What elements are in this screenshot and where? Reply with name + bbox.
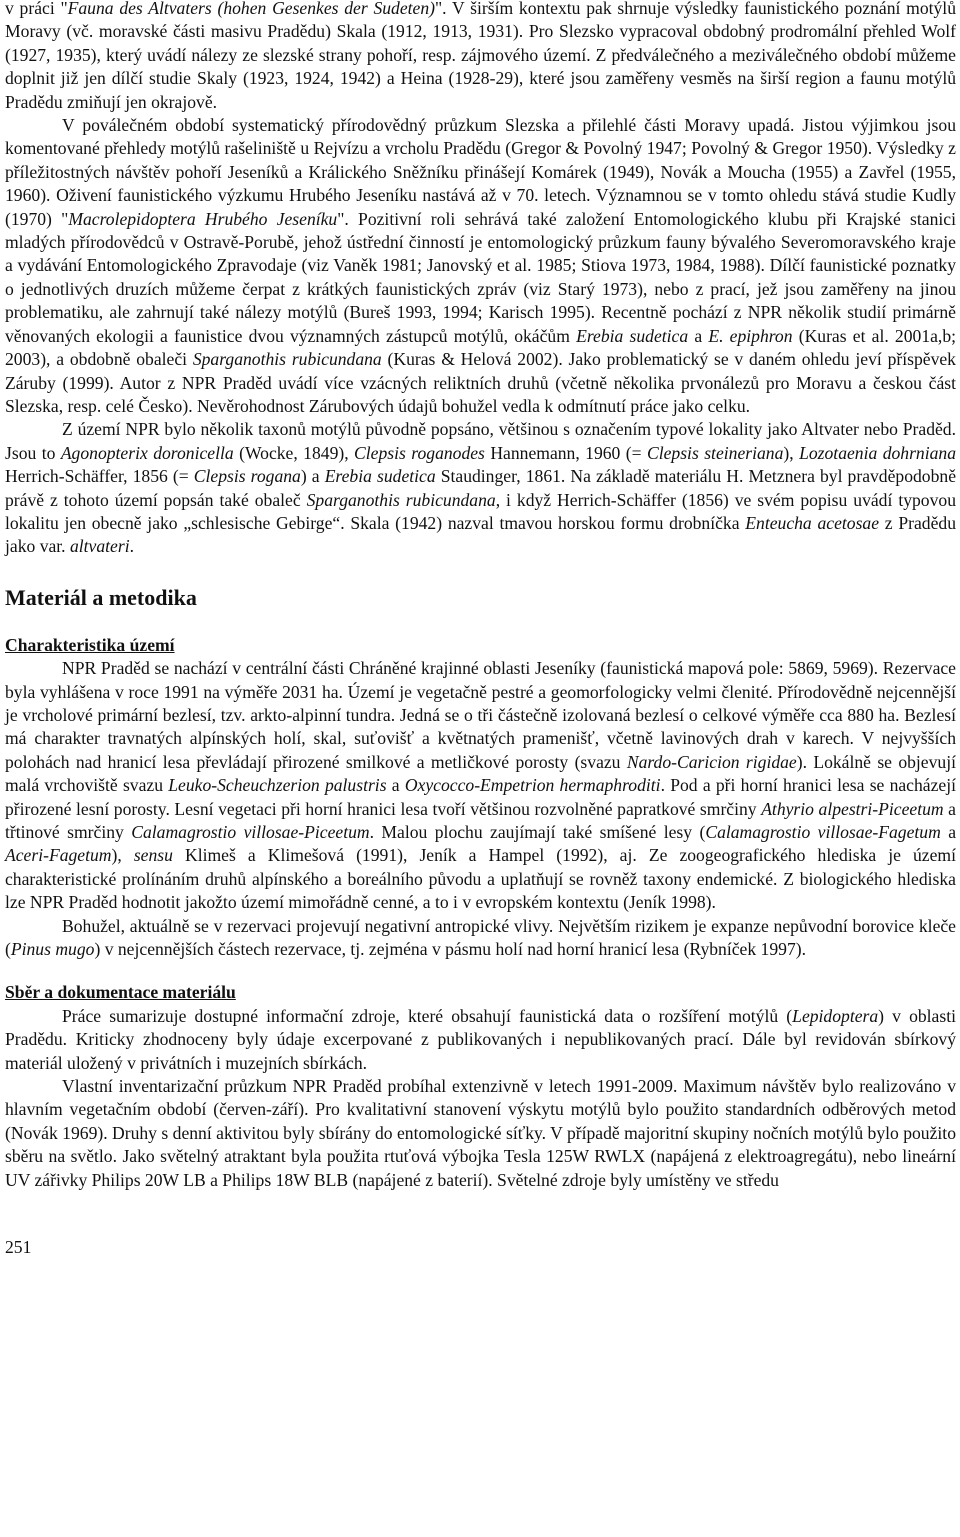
text-run: (Wocke, 1849), (233, 442, 355, 463)
text-run: a třtinové smrčiny (5, 798, 956, 842)
text-run: Klimeš a Klimešová (1991), Jeník a Hampel (1992), aj. Ze zoogeografického hlediska je území charakteristické prolínáním druhů alpínského a boreálního původu a uplatňují se rovněž taxony endemické. Z biologického hlediska lze NPR Praděd hodnotit jakožto území mimořádně cenné, a to i v evropském kontextu (Jeník 1998). (5, 845, 956, 913)
italic-term: Enteucha acetosae (745, 512, 880, 533)
subheading-area-characteristics: Charakteristika území (5, 634, 175, 655)
italic-term: Calamagrostio villosae-Fagetum (705, 822, 941, 842)
text-run: . (129, 536, 135, 557)
italic-term: Leuko-Scheuchzerion palustris (168, 775, 387, 796)
text-run: (Kuras et al. 2001a,b; 2003), a obdobně obaleči (5, 325, 957, 370)
paragraph-sources-summary (5, 1005, 956, 1075)
text-run: Herrich-Schäffer, 1856 (= (5, 466, 194, 487)
italic-term: Calamagrostio villosae-Piceetum (131, 822, 370, 842)
text-run: Hannemann, 1960 (= (484, 442, 647, 463)
italic-term: Erebia sudetica (576, 325, 689, 346)
text-run: a (940, 822, 957, 842)
text-run: ), (783, 442, 800, 463)
paragraph-described-taxa (5, 418, 956, 558)
section-heading-material-methods: Materiál a metodika (5, 584, 197, 610)
text-run: . Malou plochu zaujímají také smíšené lesy ( (369, 822, 706, 842)
paragraph-literature-prewar (5, 0, 956, 114)
italic-term: Nardo-Caricion rigidae (626, 751, 797, 772)
text-run: ". Pozitivní roli sehrává také založení Entomologického klubu při Krajské stanici mladých přírodovědců v Ostravě-Porubě, jehož ústřední činností je entomologický průzkum fauny bývalého Severomoravského kraje a vydávání Entomologického Zpravodaje (viz Vaněk 1981; Janovský et al. 1985; Stiova 1973, 1984, 1988). Dílčí faunistické poznatky o jednotlivých druzích můžeme čerpat z krátkých faunistických zpráv (viz Starý 1973), nebo z prací, jež jsou zaměřeny na jinou problematiku, ale zahrnují také nálezy motýlů (Bureš 1993, 1994; Karisch 1995). Recentně pochází z NPR několik studií primárně věnovaných ekologii a faunistice dvou významných zástupců motýlů, okáčům (5, 208, 956, 346)
text-run: ) v oblasti Pradědu. Kriticky zhodnoceny byly údaje excerpované z publikovaných i nepublikovaných prací. Dále byl revidován sbírkový materiál uložený v privátních i muzejních sbírkách. (5, 1005, 956, 1073)
text-run: NPR Praděd se nachází v centrální části Chráněné krajinné oblasti Jeseníky (faunistická mapová pole: 5869, 5969). Rezervace byla vyhlášena v roce 1991 na výměře 2031 ha. Území je vegetačně pestré a geomorfologicky velmi členité. Přírodovědně nejcennější je vrcholové primární bezlesí, tzv. arkto-alpinní tundra. Jedná se o tři částečně izolovaná bezlesí o celkové výměře cca 880 ha. Bezlesí má charakter travnatých alpínských holí, skal, suťovišť a květnatých pramenišť, včetně lavinových drah v karech. V nejvyšších polohách nad hranicí lesa převládají přirozené smilkové a metličkové porosty (svazu (5, 658, 956, 772)
italic-term: Oxycocco-Empetrion hermaphroditi (404, 775, 661, 796)
subheading-collection-documentation: Sběr a dokumentace materiálu (5, 982, 236, 1003)
italic-term: Lozotaenia dohrniana (799, 442, 957, 463)
text-run: , i když Herrich-Schäffer (1856) ve svém popisu uvádí typovou lokalitu jen obecně jako „schlesische Gebirge“. Skala (1942) nazval tmavou horskou formu drobníčka (5, 489, 956, 533)
text-run: Vlastní inventarizační průzkum NPR Praděd probíhal extenzivně v letech 1991-2009. Maximum návštěv bylo realizováno v hlavním vegetačním období (červen-září). Pro kvalitativní stanovení výskytu motýlů bylo použito standardních odběrových metod (Novák 1969). Druhy s denní aktivitou byly sbírány do entomologické síťky. V případě majoritní skupiny nočních motýlů bylo použito sběru na světlo. Jako světelný atraktant byla použita rtuťová výbojka Tesla 125W RWLX (napájená z elektroagregátu), nebo lineární UV zářivky Philips 20W LB a Philips 18W BLB (napájené z baterií). Světelné zdroje byly umístěny ve středu (5, 1076, 956, 1190)
paragraph-literature-postwar (5, 114, 956, 418)
italic-term: Sparganothis rubicundana (306, 489, 496, 510)
italic-term: Sparganothis rubicundana (192, 349, 382, 370)
text-run: Bohužel, aktuálně se v rezervaci projevují negativní antropické vlivy. Největším rizikem je expanze nepůvodní borovice kleče ( (5, 915, 956, 960)
text-run: ) v nejcennějších částech rezervace, tj. zejména v pásmu holí nad horní hranicí lesa (Rybníček 1997). (94, 939, 806, 960)
italic-term: sensu (133, 845, 173, 866)
italic-term: Macrolepidoptera Hrubého Jeseníku (68, 208, 338, 229)
italic-term: Clepsis steineriana (646, 442, 784, 463)
text-run: ". V širším kontextu pak shrnuje výsledky faunistického poznání motýlů Moravy (vč. moravské části masivu Pradědu) Skala (1912, 1913, 1931). Pro Slezsko vypracoval obdobný prodromální přehled Wolf (1927, 1935), který uvádí nálezy ze slezské strany pohoří, resp. zájmového území. Z předválečného a meziválečného období můžeme doplnit již jen dílčí studie Skaly (1923, 1924, 1942) a Heina (1928-29), které jsou zaměřeny vesměs na širší region a faunu motýlů Pradědu zmiňují jen okrajově. (5, 0, 956, 112)
italic-term: Athyrio alpestri-Piceetum (761, 798, 944, 819)
text-run: ) a (300, 466, 325, 487)
italic-term: Aceri-Fagetum (5, 845, 112, 866)
italic-term: Pinus mugo (10, 939, 95, 960)
text-run: v práci " (5, 0, 68, 18)
italic-term: Fauna des Altvaters (hohen Gesenkes der Sudeten) (67, 0, 435, 18)
italic-term: E. epiphron (708, 325, 793, 346)
italic-term: Erebia sudetica (324, 466, 436, 487)
text-run: ), (111, 845, 134, 866)
italic-term: Lepidoptera (792, 1005, 879, 1026)
italic-term: Clepsis rogana (193, 466, 301, 487)
text-run: V poválečném období systematický přírodovědný průzkum Slezska a přilehlé části Moravy upadá. Jistou výjimkou jsou komentované přehledy motýlů rašeliniště u Rejvízu a vrcholu Pradědu (Gregor & Povolný 1947; Povolný & Gregor 1950). Výsledky z příležitostných návštěv pohoří Jeseníků a Králického Sněžníku přinášejí Komárek (1949), Novák a Moucha (1955) a Zavřel (1955, 1960). Oživení faunistického výzkumu Hrubého Jeseníku nastává až v 70. letech. Významnou se v tomto ohledu stává studie Kudly (1970) " (5, 115, 956, 229)
paragraph-area-description (5, 657, 956, 914)
text-run: Práce sumarizuje dostupné informační zdroje, které obsahují faunistická data o rozšíření motýlů ( (62, 1005, 793, 1026)
italic-term: altvateri (69, 536, 130, 557)
paragraph-survey-methods (5, 1075, 956, 1192)
text-run: a (688, 325, 709, 346)
text-run: ). Lokálně se objevují malá vrchoviště svazu (5, 751, 956, 796)
paragraph-anthropic-impacts (5, 915, 956, 962)
text-run: a (386, 775, 405, 796)
document-page (5, 0, 956, 1260)
text-run: z Pradědu jako var. (5, 512, 956, 557)
text-run: Z území NPR bylo několik taxonů motýlů původně popsáno, většinou s označením typové lokality jako Altvater nebo Praděd. Jsou to (5, 419, 956, 463)
italic-term: Clepsis roganodes (354, 442, 485, 463)
page-number: 251 (5, 1237, 32, 1258)
italic-term: Agonopterix doronicella (60, 442, 234, 463)
text-run: . Pod a při horní hranici lesa se nacházejí přirozené lesní porosty. Lesní vegetaci při horní hranici lesa tvoří většinou rozvolněné papratkové smrčiny (5, 775, 956, 819)
text-run: (Kuras & Helová 2002). Jako problematický se v daném ohledu jeví příspěvek Záruby (1999). Autor z NPR Praděd uvádí více vzácných reliktních druhů (včetně několika prvonálezů pro Moravu a českou část Slezska, resp. celé Česko). Nevěrohodnost Zárubových údajů bohužel vedla k odmítnutí práce jako celku. (5, 349, 956, 416)
text-run: Staudinger, 1861. Na základě materiálu H. Metznera byl pravděpodobně právě z tohoto území popsán také obaleč (5, 466, 957, 510)
